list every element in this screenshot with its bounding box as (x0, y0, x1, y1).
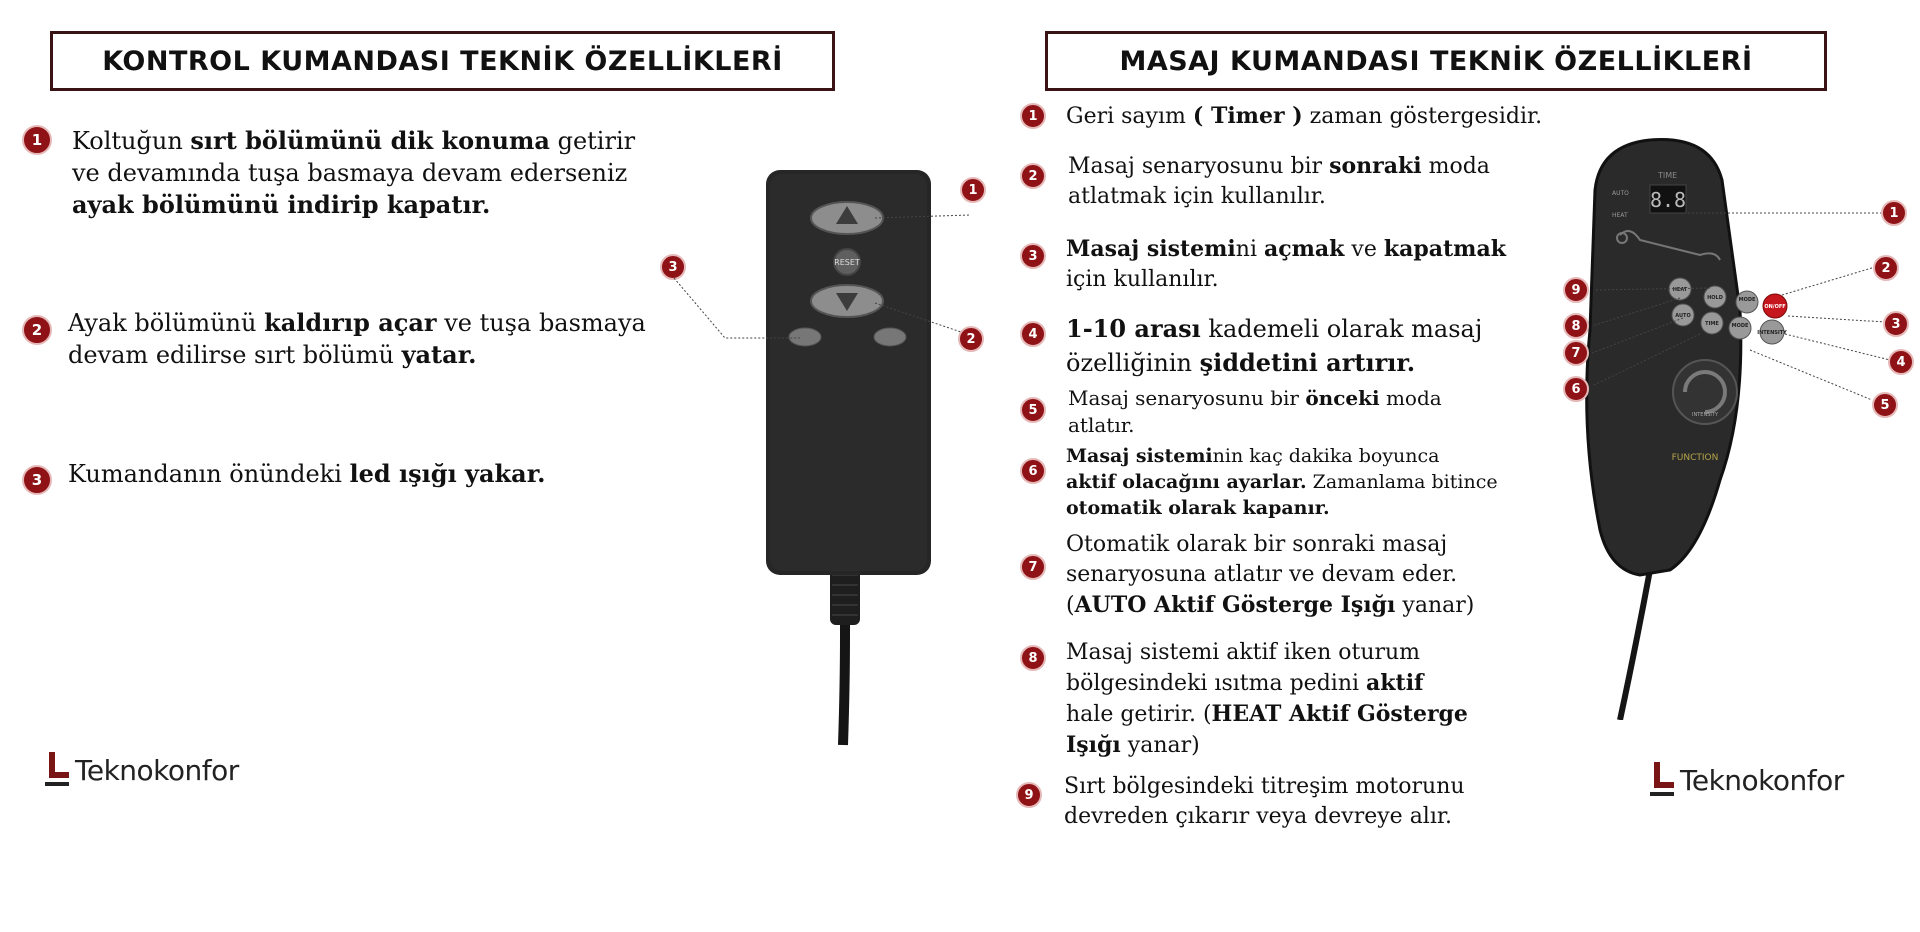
svg-text:HOLD: HOLD (1707, 295, 1723, 301)
control-callout-3: 3 (660, 254, 686, 280)
right-item-2-badge: 2 (1020, 163, 1046, 189)
control-callout-1: 1 (960, 177, 986, 203)
control-callout-3-line (660, 270, 810, 350)
massage-callout-lines (1540, 130, 1920, 450)
svg-text:TIME: TIME (1705, 321, 1719, 327)
massage-callout-7: 7 (1563, 340, 1589, 366)
massage-callout-5: 5 (1872, 392, 1898, 418)
left-item-3-text: Kumandanın önündeki led ışığı yakar. (68, 459, 546, 488)
massage-callout-4: 4 (1888, 349, 1914, 375)
right-item-1-text: Geri sayım ( Timer ) zaman göstergesidir. (1066, 103, 1543, 129)
massage-remote-title-text: MASAJ KUMANDASI TEKNİK ÖZELLİKLERİ (1119, 45, 1753, 77)
massage-callout-3: 3 (1883, 311, 1909, 337)
right-item-2-text: Masaj senaryosunu bir sonraki moda atlatmak için kullanılır. (1068, 153, 1490, 209)
svg-text:INTENSITY: INTENSITY (1692, 412, 1718, 418)
svg-text:MODE: MODE (1738, 297, 1756, 303)
right-item-4-text: 1-10 arası kademeli olarak masaj özelliğinin şiddetini artırır. (1066, 314, 1483, 377)
massage-callout-6: 6 (1563, 376, 1589, 402)
massage-remote-title (1045, 31, 1827, 91)
time-label: TIME (1658, 171, 1678, 180)
reset-label: RESET (834, 258, 860, 267)
svg-text:MODE: MODE (1731, 323, 1749, 329)
massage-callout-8: 8 (1563, 313, 1589, 339)
svg-text:AUTO: AUTO (1675, 313, 1691, 319)
right-item-8-badge: 8 (1020, 645, 1046, 671)
right-item-3-badge: 3 (1020, 243, 1046, 269)
right-item-7-text: Otomatik olarak bir sonraki masaj senaryosuna atlatır ve devam eder. (AUTO Aktif Gösterge Işığı yanar) (1066, 532, 1475, 618)
svg-text:HEAT: HEAT (1672, 287, 1688, 293)
svg-text:HEAT: HEAT (1612, 212, 1628, 219)
function-label: FUNCTION (1671, 453, 1719, 463)
right-brand-logo: Teknokonfor (1650, 762, 1844, 798)
right-item-6-text: Masaj sisteminin kaç dakika boyunca aktif olacağını ayarlar. Zamanlama bitince otomatik olarak kapanır. (1066, 445, 1498, 519)
right-item-5-text: Masaj senaryosunu bir önceki moda atlatır. (1068, 386, 1442, 437)
control-callout-2: 2 (958, 326, 984, 352)
chair-logo-icon (45, 752, 71, 788)
right-item-5-badge: 5 (1020, 397, 1046, 423)
massage-callout-9: 9 (1563, 277, 1589, 303)
left-item-2-badge: 2 (22, 315, 52, 345)
massage-callout-1: 1 (1881, 200, 1907, 226)
timer-display: 8.8 (1649, 188, 1687, 212)
right-item-9-badge: 9 (1016, 782, 1042, 808)
right-item-7-badge: 7 (1020, 554, 1046, 580)
right-item-8-text: Masaj sistemi aktif iken oturum bölgesindeki ısıtma pedini aktif hale getirir. (HEAT Aktif Gösterge Işığı yanar) (1066, 640, 1468, 758)
svg-text:AUTO: AUTO (1612, 190, 1629, 197)
left-item-3-badge: 3 (22, 465, 52, 495)
left-brand-logo: Teknokonfor (45, 752, 239, 788)
svg-text:INTENSITY: INTENSITY (1757, 330, 1787, 336)
right-item-6-badge: 6 (1020, 458, 1046, 484)
right-item-9-text: Sırt bölgesindeki titreşim motorunu devreden çıkarır veya devreye alır. (1064, 774, 1465, 829)
massage-callout-2: 2 (1873, 255, 1899, 281)
right-item-4-badge: 4 (1020, 321, 1046, 347)
chair-logo-icon (1650, 762, 1676, 798)
control-remote-image (640, 165, 1000, 755)
control-remote-title-text: KONTROL KUMANDASI TEKNİK ÖZELLİKLERİ (102, 45, 783, 77)
svg-text:ON/OFF: ON/OFF (1764, 304, 1786, 310)
left-item-2-text: Ayak bölümünü kaldırıp açar ve tuşa basmaya devam edilirse sırt bölümü yatar. (68, 308, 646, 369)
left-item-1-badge: 1 (22, 125, 52, 155)
control-remote-title (50, 31, 835, 91)
left-item-1-text: Koltuğun sırt bölümünü dik konuma getirir ve devamında tuşa basmaya devam ederseniz ayak bölümünü indirip kapatır. (72, 126, 636, 219)
right-item-1-badge: 1 (1020, 103, 1046, 129)
right-item-3-text: Masaj sistemini açmak ve kapatmak için kullanılır. (1066, 236, 1506, 292)
